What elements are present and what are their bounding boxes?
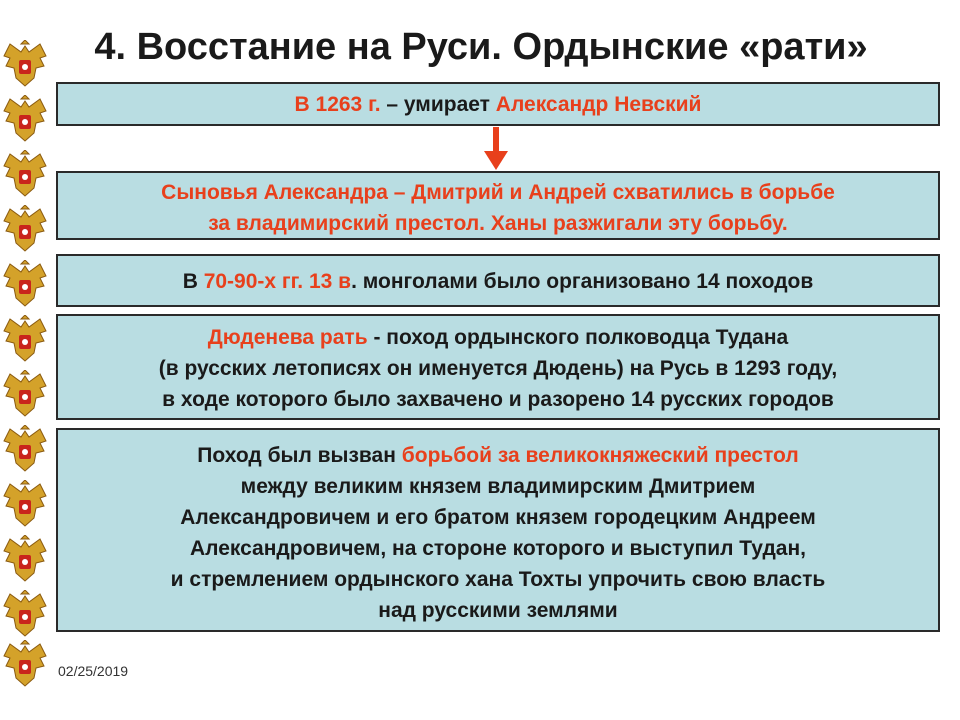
double-headed-eagle-icon	[2, 95, 48, 145]
box1-text	[58, 89, 938, 120]
double-headed-eagle-icon	[2, 535, 48, 585]
box2-line1: Сыновья Александра – Дмитрий и Андрей схватились в борьбе	[161, 181, 835, 204]
box1-verb: – умирает	[380, 93, 496, 116]
double-headed-eagle-icon	[2, 205, 48, 255]
box5-line6: над русскими землями	[378, 599, 618, 622]
box3-start: В	[182, 270, 204, 293]
double-headed-eagle-icon	[2, 40, 48, 90]
box5-line5: и стремлением ордынского хана Тохты упрочить свою власть	[170, 568, 826, 591]
box2-line2: за владимирский престол. Ханы разжигали эту борьбу.	[208, 212, 788, 235]
arrow-down-icon	[482, 127, 510, 171]
slide-title: 4. Восстание на Руси. Ордынские «рати»	[94, 26, 868, 68]
dyuden-rat-box	[56, 314, 940, 420]
box4-term: Дюденева рать	[207, 326, 368, 349]
campaign-cause-box	[56, 428, 940, 632]
box4-line1-rest: - поход ордынского полководца Тудана	[367, 326, 789, 349]
box3-period: 70-90-х гг. 13 в	[203, 270, 352, 293]
box5-line1-start: Поход был вызван	[197, 444, 402, 467]
box4-line2: (в русских летописях он именуется Дюдень) на Русь в 1293 году,	[158, 357, 838, 380]
box5-line1	[58, 440, 938, 471]
double-headed-eagle-icon	[2, 590, 48, 640]
box5-line4: Александровичем, на стороне которого и выступил Тудан,	[189, 537, 806, 560]
box5-line3: Александровичем и его братом князем городецким Андреем	[180, 506, 816, 529]
eagle-strip	[0, 40, 52, 680]
box5-line1-red: борьбой за великокняжеский престол	[401, 444, 799, 467]
box1-date: В 1263 г.	[294, 93, 381, 116]
box3-rest: . монголами было организовано 14 походов	[351, 270, 814, 293]
sons-struggle-box	[56, 171, 940, 240]
slide-date: 02/25/2019	[58, 663, 129, 679]
double-headed-eagle-icon	[2, 425, 48, 475]
box3-text	[58, 266, 938, 297]
double-headed-eagle-icon	[2, 480, 48, 530]
double-headed-eagle-icon	[2, 370, 48, 420]
campaigns-box	[56, 254, 940, 307]
box1-name: Александр Невский	[495, 93, 702, 116]
death-of-alexander-box	[56, 82, 940, 126]
double-headed-eagle-icon	[2, 260, 48, 310]
box5-line2: между великим князем владимирским Дмитрием	[240, 475, 756, 498]
double-headed-eagle-icon	[2, 640, 48, 690]
double-headed-eagle-icon	[2, 315, 48, 365]
double-headed-eagle-icon	[2, 150, 48, 200]
box4-line3: в ходе которого было захвачено и разорено 14 русских городов	[162, 388, 834, 411]
box4-line1	[58, 322, 938, 353]
